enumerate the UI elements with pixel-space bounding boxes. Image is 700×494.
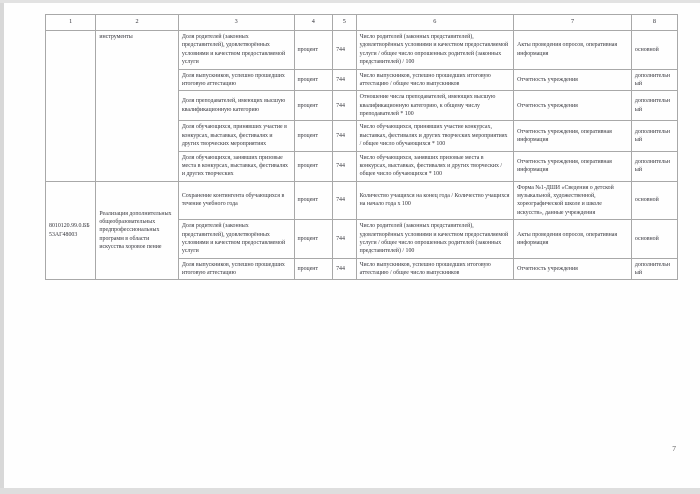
unit-code-cell: 744 — [333, 151, 357, 181]
source-cell: Отчетность учреждения, оперативная информация — [514, 151, 632, 181]
unit-name-cell: процент — [294, 258, 333, 280]
service-code-cell — [46, 31, 96, 182]
type-cell: дополнительный — [631, 151, 677, 181]
unit-code-cell: 744 — [333, 220, 357, 259]
unit-code-cell: 744 — [333, 181, 357, 220]
table-header-numbers-row — [46, 15, 678, 31]
source-cell: Отчетность учреждения, оперативная информация — [514, 121, 632, 151]
unit-code-cell: 744 — [333, 258, 357, 280]
type-cell: основной — [631, 31, 677, 70]
column-number-2: 2 — [96, 15, 178, 31]
unit-name-cell: процент — [294, 151, 333, 181]
formula-cell: Число родителей (законных представителей), удовлетворённых условиями и качеством предоставляемой услуги / общее число опрошенных родителей (законных представителей) / 100 — [356, 31, 513, 70]
table-row — [46, 181, 678, 220]
unit-name-cell: процент — [294, 181, 333, 220]
indicator-name-cell: Доля преподавателей, имеющих высшую квалификационную категорию — [178, 91, 294, 121]
source-cell: Акты проведения опросов, оперативная информация — [514, 31, 632, 70]
source-cell: Отчетность учреждения — [514, 69, 632, 91]
unit-name-cell: процент — [294, 220, 333, 259]
indicator-name-cell: Доля родителей (законных представителей), удовлетворённых условиями и качеством предоставляемой услуги — [178, 31, 294, 70]
formula-cell: Количество учащихся на конец года / Количество учащихся на начало года х 100 — [356, 181, 513, 220]
type-cell: дополнительный — [631, 121, 677, 151]
source-cell: Отчетность учреждения — [514, 91, 632, 121]
column-number-7: 7 — [514, 15, 632, 31]
type-cell: дополнительный — [631, 258, 677, 280]
service-name-cell: инструменты — [96, 31, 178, 182]
table-row — [46, 31, 678, 70]
scan-edge-bottom — [0, 488, 700, 494]
column-number-4: 4 — [294, 15, 333, 31]
unit-code-cell: 744 — [333, 91, 357, 121]
source-cell: Форма №1-ДШИ «Сведения о детской музыкальной, художественной, хореографической школе и школе искусств», данные учреждения — [514, 181, 632, 220]
indicator-name-cell: Сохранение контингента обучающихся в течение учебного года — [178, 181, 294, 220]
formula-cell: Число родителей (законных представителей), удовлетворённых условиями и качеством предоставляемой услуги / общее число опрошенных родителей (законных представителей) / 100 — [356, 220, 513, 259]
type-cell: дополнительный — [631, 69, 677, 91]
scan-edge-top — [0, 0, 700, 3]
formula-cell: Число обучающихся, занявших призовые места в конкурсах, выставках, фестивалях и других творческих / общее число обучающихся * 100 — [356, 151, 513, 181]
indicator-name-cell: Доля выпускников, успешно прошедших итоговую аттестацию — [178, 258, 294, 280]
unit-name-cell: процент — [294, 121, 333, 151]
service-name-cell: Реализация дополнительных общеобразовательных предпрофессиональных программ в области искусства хоровое пение — [96, 181, 178, 280]
indicator-name-cell: Доля обучающихся, принявших участие в конкурсах, выставках, фестивалях и других творческих мероприятиях — [178, 121, 294, 151]
column-number-5: 5 — [333, 15, 357, 31]
indicators-table — [45, 14, 678, 280]
scan-edge-left — [0, 0, 4, 494]
unit-name-cell: процент — [294, 91, 333, 121]
source-cell: Акты проведения опросов, оперативная информация — [514, 220, 632, 259]
indicator-name-cell: Доля выпускников, успешно прошедших итоговую аттестацию — [178, 69, 294, 91]
type-cell: основной — [631, 181, 677, 220]
column-number-3: 3 — [178, 15, 294, 31]
indicator-name-cell: Доля родителей (законных представителей), удовлетворённых условиями и качеством предоставляемой услуги — [178, 220, 294, 259]
type-cell: основной — [631, 220, 677, 259]
column-number-6: 6 — [356, 15, 513, 31]
service-code-cell: 8010120.99.0.ББ53АГ48003 — [46, 181, 96, 280]
column-number-8: 8 — [631, 15, 677, 31]
type-cell: дополнительный — [631, 91, 677, 121]
source-cell: Отчетность учреждения — [514, 258, 632, 280]
page-number: 7 — [672, 444, 676, 453]
unit-code-cell: 744 — [333, 31, 357, 70]
indicator-name-cell: Доля обучающихся, занявших призовые места в конкурсах, выставках, фестивалях и других творческих — [178, 151, 294, 181]
unit-code-cell: 744 — [333, 121, 357, 151]
formula-cell: Число выпускников, успешно прошедших итоговую аттестацию / общее число выпускников — [356, 69, 513, 91]
column-number-1: 1 — [46, 15, 96, 31]
formula-cell: Число выпускников, успешно прошедших итоговую аттестацию / общее число выпускников — [356, 258, 513, 280]
unit-name-cell: процент — [294, 31, 333, 70]
unit-name-cell: процент — [294, 69, 333, 91]
unit-code-cell: 744 — [333, 69, 357, 91]
formula-cell: Отношение числа преподавателей, имеющих высшую квалификационную категорию, к общему числу преподавателей * 100 — [356, 91, 513, 121]
formula-cell: Число обучающихся, принявших участие конкурсах, выставках, фестивалях и других творческих мероприятиях / общее число обучающихся * 100 — [356, 121, 513, 151]
